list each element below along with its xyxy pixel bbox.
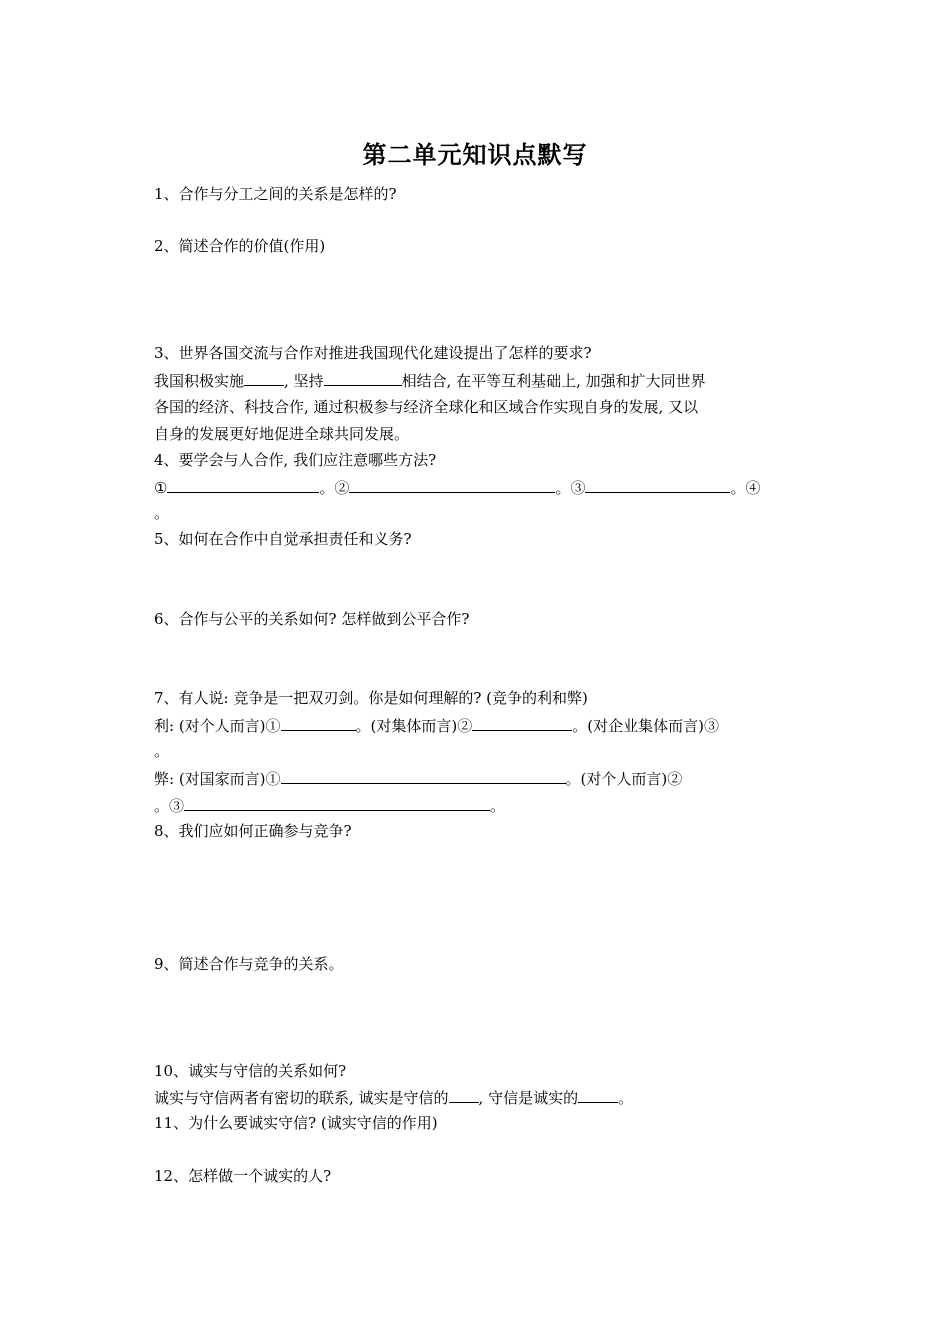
question-6: 6、合作与公平的关系如何? 怎样做到公平合作? <box>154 610 470 628</box>
fill-blank[interactable] <box>472 715 572 731</box>
question-10: 10、诚实与守信的关系如何? <box>154 1062 347 1080</box>
fill-blank[interactable] <box>184 795 490 811</box>
question-4-fill-line <box>154 477 761 498</box>
text-segment: 利: (对个人而言)① <box>154 717 281 735</box>
text-segment: 。 <box>154 504 170 522</box>
question-2: 2、简述合作的价值(作用) <box>154 237 326 255</box>
text-segment: , 坚持 <box>284 372 324 390</box>
question-7-advantages-line <box>154 715 719 736</box>
text-segment: 。(对个人而言)② <box>565 770 683 788</box>
fill-blank[interactable] <box>244 370 284 386</box>
text-segment: 。② <box>319 479 350 497</box>
question-11: 11、为什么要诚实守信? (诚实守信的作用) <box>154 1114 438 1132</box>
text-segment: 诚实与守信两者有密切的联系, 诚实是守信的 <box>154 1089 449 1107</box>
fill-blank[interactable] <box>585 477 730 493</box>
fill-blank[interactable] <box>281 715 356 731</box>
question-1: 1、合作与分工之间的关系是怎样的? <box>154 185 397 203</box>
question-3: 3、世界各国交流与合作对推进我国现代化建设提出了怎样的要求? <box>154 344 592 362</box>
text-segment: 。(对集体而言)② <box>355 717 473 735</box>
text-segment: 。④ <box>730 479 761 497</box>
text-segment: 。(对企业集体而言)③ <box>572 717 719 735</box>
text-segment: 。③ <box>555 479 586 497</box>
question-12: 12、怎样做一个诚实的人? <box>154 1167 332 1185</box>
question-9: 9、简述合作与竞争的关系。 <box>154 955 344 973</box>
text-segment: 我国积极实施 <box>154 372 245 390</box>
text-segment: 。 <box>154 742 170 760</box>
fill-blank[interactable] <box>324 370 402 386</box>
question-4: 4、要学会与人合作, 我们应注意哪些方法? <box>154 451 437 469</box>
text-segment: 相结合, 在平等互利基础上, 加强和扩大同世界 <box>401 372 706 390</box>
text-segment: 。 <box>490 797 506 815</box>
fill-blank[interactable] <box>167 477 319 493</box>
question-7-disadvantages-line <box>154 768 682 789</box>
question-7-disadvantages-line-2 <box>154 795 505 816</box>
question-8: 8、我们应如何正确参与竞争? <box>154 822 352 840</box>
fill-blank[interactable] <box>449 1087 479 1103</box>
text-segment: , 守信是诚实的 <box>478 1089 579 1107</box>
page-title: 第二单元知识点默写 <box>362 141 588 169</box>
question-7: 7、有人说: 竞争是一把双刃剑。你是如何理解的? (竞争的利和弊) <box>154 689 588 707</box>
fill-blank[interactable] <box>578 1087 618 1103</box>
text-segment: 。 <box>618 1089 634 1107</box>
text-segment: ① <box>154 479 168 497</box>
question-3-text-line: 自身的发展更好地促进全球共同发展。 <box>154 425 410 443</box>
text-segment: 弊: (对国家而言)① <box>154 770 281 788</box>
question-3-fill-line <box>154 370 706 391</box>
question-5: 5、如何在合作中自觉承担责任和义务? <box>154 530 412 548</box>
fill-blank[interactable] <box>281 768 566 784</box>
question-10-fill-line <box>154 1087 633 1108</box>
question-3-text-line: 各国的经济、科技合作, 通过积极参与经济全球化和区域合作实现自身的发展, 又以 <box>154 398 699 416</box>
fill-blank[interactable] <box>349 477 555 493</box>
text-segment: 。③ <box>154 797 185 815</box>
